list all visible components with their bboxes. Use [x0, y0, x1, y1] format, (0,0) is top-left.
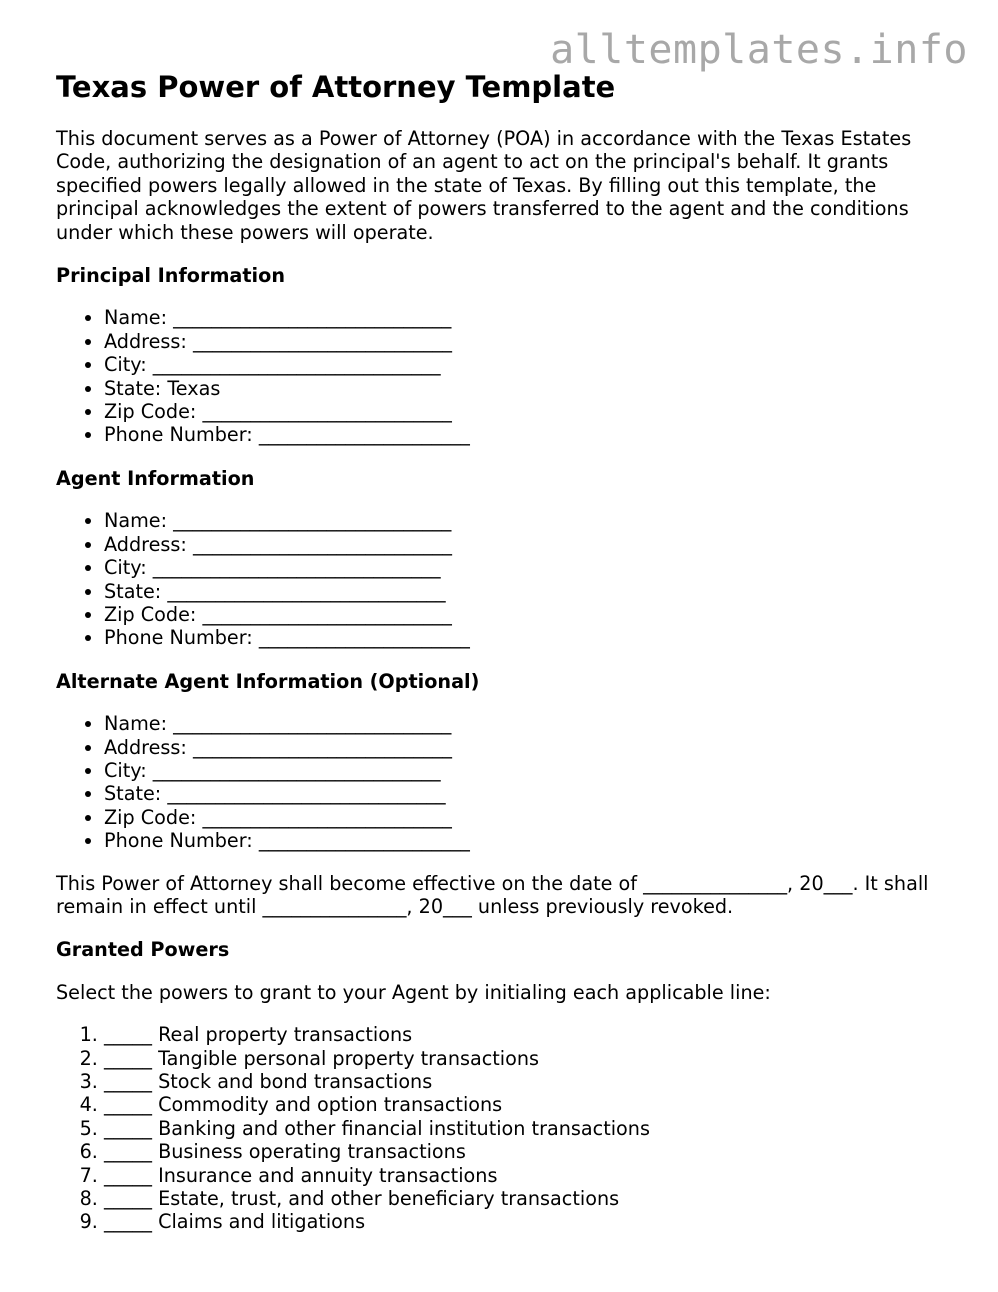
agent-address-field: • Address: ___________________________	[104, 533, 936, 556]
principal-state-field: • State: Texas	[104, 377, 936, 400]
power-item: 4. _____ Commodity and option transactions	[104, 1093, 936, 1116]
principal-address-field: • Address: ___________________________	[104, 330, 936, 353]
agent-heading: Agent Information	[56, 466, 255, 490]
principal-fields	[56, 306, 936, 446]
alternate-agent-address-field: • Address: ___________________________	[104, 736, 936, 759]
agent-name-field: • Name: _____________________________	[104, 509, 936, 532]
agent-phone-field: • Phone Number: ______________________	[104, 626, 936, 649]
intro-paragraph: This document serves as a Power of Attorney (POA) in accordance with the Texas Estates Code, authorizing the designation of an agent to act on the principal's behalf. It grants specified powers legally allowed in the state of Texas. By filling out this template, the principal acknowledges the extent of powers transferred to the agent and the conditions under which these powers will operate.	[56, 127, 912, 244]
alternate-agent-phone-field: • Phone Number: ______________________	[104, 829, 936, 852]
agent-city-field: • City: ______________________________	[104, 556, 936, 579]
principal-name-field: • Name: _____________________________	[104, 306, 936, 329]
watermark: alltemplates.info	[550, 27, 968, 73]
alternate-agent-fields	[56, 712, 936, 852]
power-item: 8. _____ Estate, trust, and other beneficiary transactions	[104, 1187, 936, 1210]
power-item: 3. _____ Stock and bond transactions	[104, 1070, 936, 1093]
power-item: 5. _____ Banking and other financial institution transactions	[104, 1117, 936, 1140]
document-page	[56, 68, 936, 1234]
power-item: 6. _____ Business operating transactions	[104, 1140, 936, 1163]
principal-zip-field: • Zip Code: __________________________	[104, 400, 936, 423]
alternate-agent-state-field: • State: _____________________________	[104, 782, 936, 805]
alternate-agent-city-field: • City: ______________________________	[104, 759, 936, 782]
power-item: 7. _____ Insurance and annuity transactions	[104, 1164, 936, 1187]
agent-state-field: • State: _____________________________	[104, 580, 936, 603]
page-title: Texas Power of Attorney Template	[56, 70, 616, 104]
principal-city-field: • City: ______________________________	[104, 353, 936, 376]
power-item: 1. _____ Real property transactions	[104, 1023, 936, 1046]
principal-phone-field: • Phone Number: ______________________	[104, 423, 936, 446]
powers-list	[56, 1023, 936, 1234]
principal-heading: Principal Information	[56, 264, 285, 288]
powers-instruction: Select the powers to grant to your Agent by initialing each applicable line:	[56, 980, 771, 1004]
granted-powers-heading: Granted Powers	[56, 938, 230, 962]
alternate-agent-heading: Alternate Agent Information (Optional)	[56, 669, 480, 693]
power-item: 2. _____ Tangible personal property transactions	[104, 1047, 936, 1070]
alternate-agent-name-field: • Name: _____________________________	[104, 712, 936, 735]
effective-date-paragraph: This Power of Attorney shall become effective on the date of _______________, 20___. It shall remain in effect until _______________, 20___ unless previously revoked.	[56, 871, 929, 918]
agent-fields	[56, 509, 936, 649]
power-item: 9. _____ Claims and litigations	[104, 1210, 936, 1233]
alternate-agent-zip-field: • Zip Code: __________________________	[104, 806, 936, 829]
agent-zip-field: • Zip Code: __________________________	[104, 603, 936, 626]
